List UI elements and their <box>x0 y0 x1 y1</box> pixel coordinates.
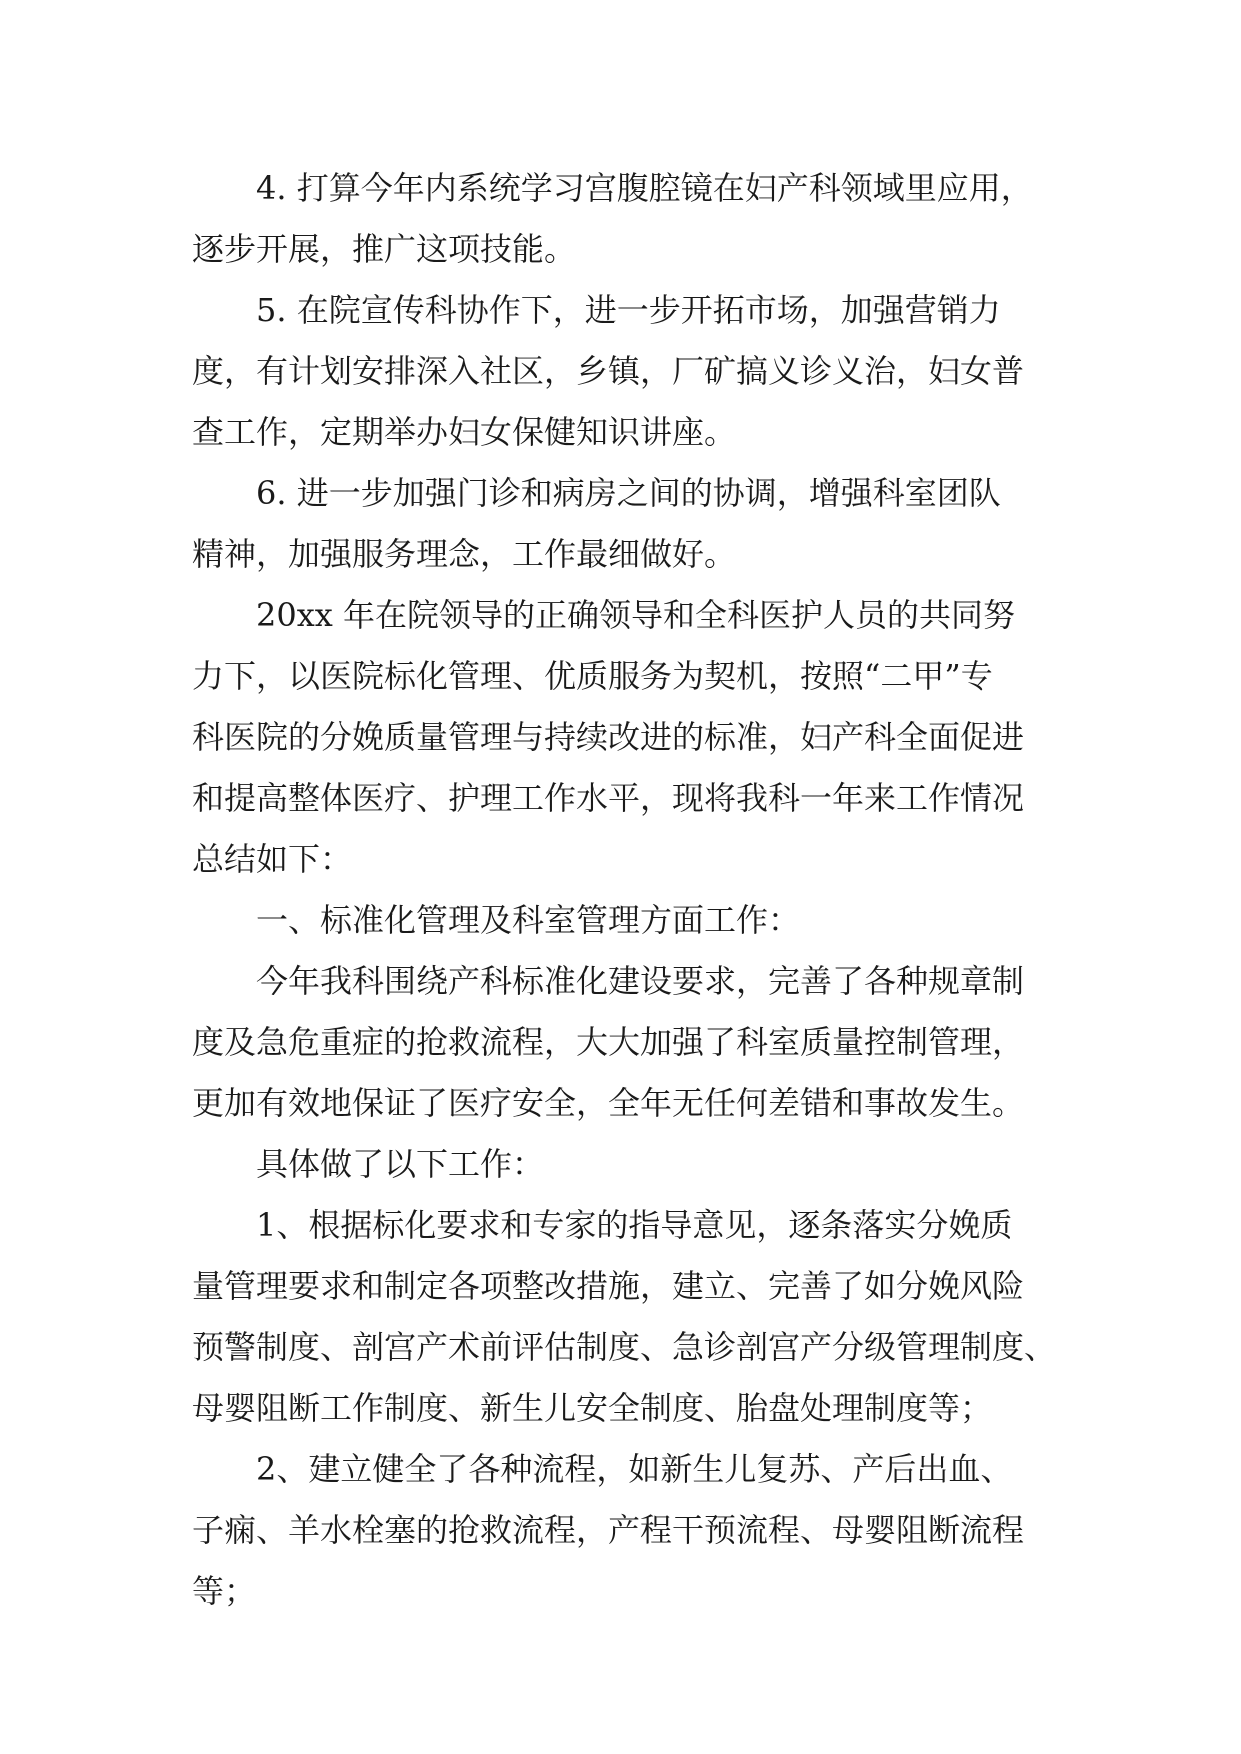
text-line: 逐步开展，推广这项技能。 <box>192 230 577 268</box>
text-line: 力下，以医院标化管理、优质服务为契机，按照“二甲”专 <box>192 657 993 695</box>
text-line: 20xx 年在院领导的正确领导和全科医护人员的共同努 <box>256 596 1015 634</box>
text-line: 母婴阻断工作制度、新生儿安全制度、胎盘处理制度等； <box>192 1389 993 1427</box>
text-line: 总结如下： <box>192 840 353 878</box>
text-line: 和提高整体医疗、护理工作水平，现将我科一年来工作情况 <box>192 779 1025 817</box>
text-line: 查工作，定期举办妇女保健知识讲座。 <box>192 413 737 451</box>
text-line: 预警制度、剖宫产术前评估制度、急诊剖宫产分级管理制度、 <box>192 1328 1057 1366</box>
text-line: 度及急危重症的抢救流程，大大加强了科室质量控制管理， <box>192 1023 1025 1061</box>
document-body <box>192 158 1072 1622</box>
text-line: 量管理要求和制定各项整改措施，建立、完善了如分娩风险 <box>192 1267 1025 1305</box>
text-line: 精神，加强服务理念，工作最细做好。 <box>192 535 737 573</box>
text-line: 5. 在院宣传科协作下，进一步开拓市场，加强营销力 <box>256 291 1001 329</box>
text-line: 1、根据标化要求和专家的指导意见，逐条落实分娩质 <box>256 1206 1013 1244</box>
text-line: 6. 进一步加强门诊和病房之间的协调，增强科室团队 <box>256 474 1001 512</box>
text-line: 更加有效地保证了医疗安全，全年无任何差错和事故发生。 <box>192 1084 1025 1122</box>
text-line: 科医院的分娩质量管理与持续改进的标准，妇产科全面促进 <box>192 718 1025 756</box>
text-line: 度，有计划安排深入社区，乡镇，厂矿搞义诊义治，妇女普 <box>192 352 1025 390</box>
text-line: 子痫、羊水栓塞的抢救流程，产程干预流程、母婴阻断流程 <box>192 1511 1025 1549</box>
text-line: 等； <box>192 1572 257 1610</box>
text-line: 具体做了以下工作： <box>256 1145 545 1183</box>
text-line: 4. 打算今年内系统学习宫腹腔镜在妇产科领域里应用， <box>256 169 1033 207</box>
text-line: 一、标准化管理及科室管理方面工作： <box>256 901 801 939</box>
text-line: 2、建立健全了各种流程，如新生儿复苏、产后出血、 <box>256 1450 1013 1488</box>
text-line: 今年我科围绕产科标准化建设要求，完善了各种规章制 <box>256 962 1025 1000</box>
